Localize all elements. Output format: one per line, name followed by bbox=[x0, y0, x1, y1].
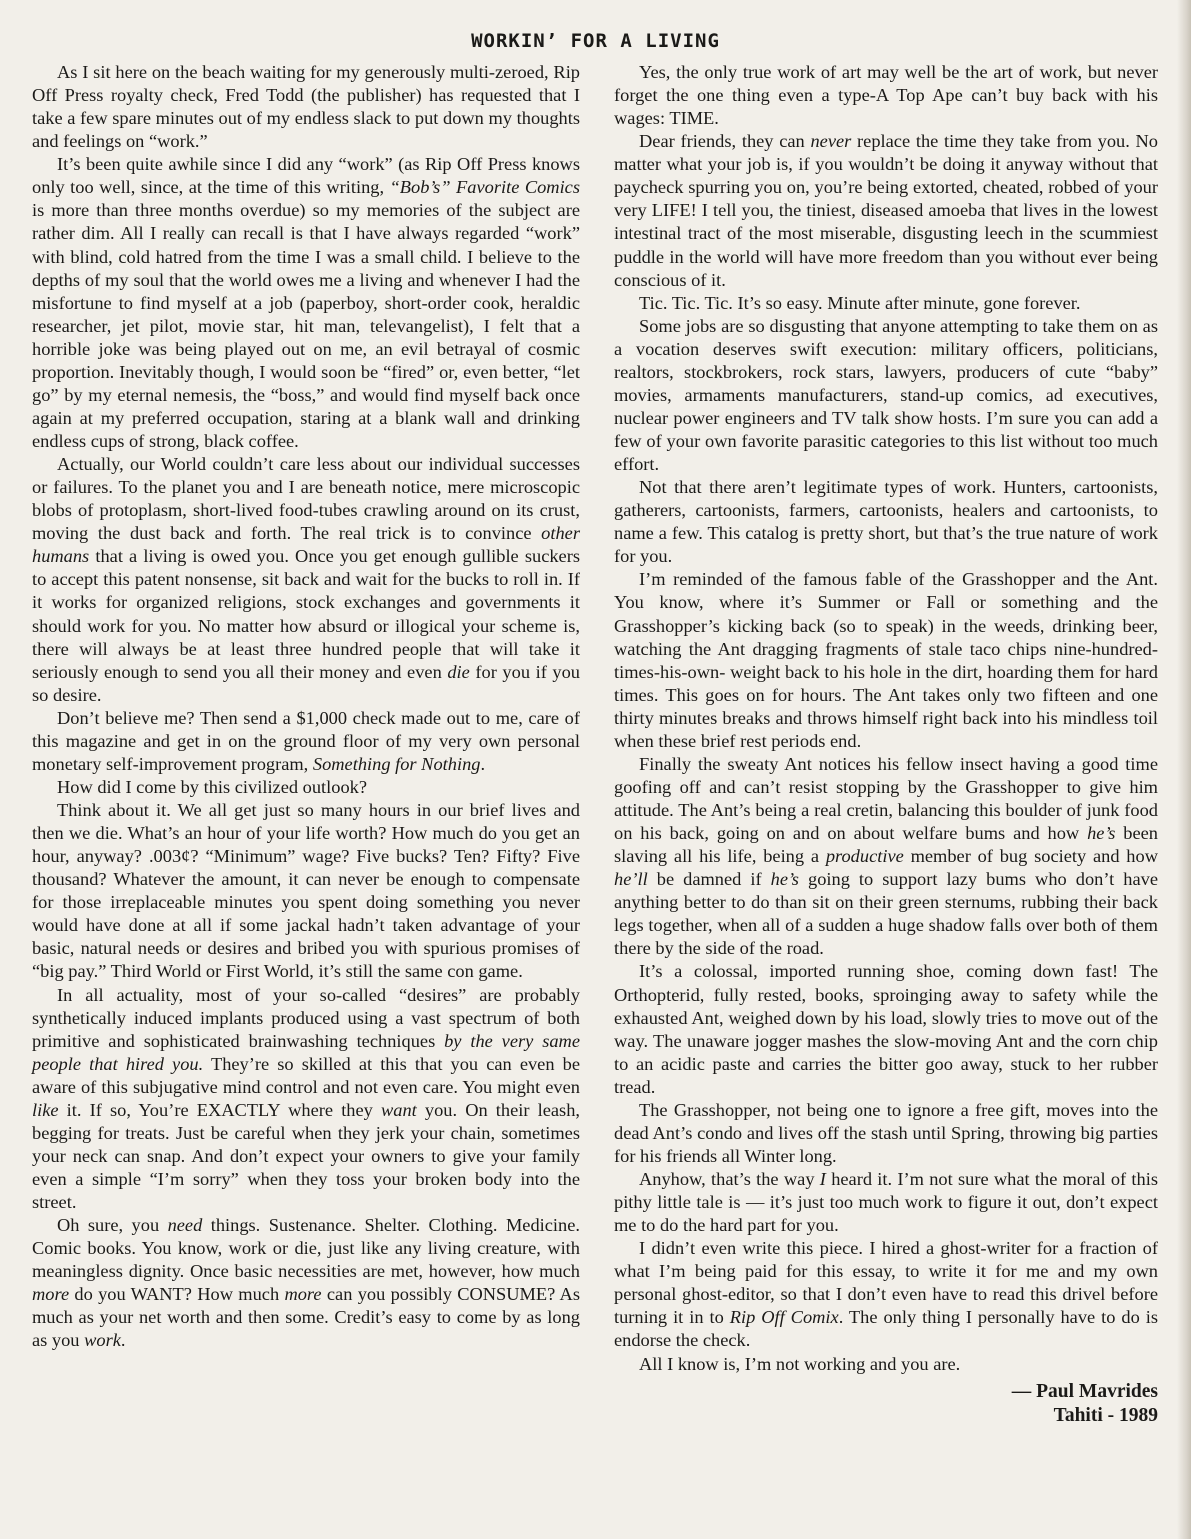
left-column bbox=[32, 61, 580, 1353]
text-run: I didn’t even write this piece. I hired a ghost-writer for a fraction of what I’m being paid for this essay, to write it for me and my own personal ghost-editor, so that I don’t even have to read this drivel before turning it in to bbox=[614, 1238, 1158, 1328]
author-signature: — Paul Mavrides bbox=[1011, 1380, 1158, 1402]
text-run: I’m reminded of the famous fable of the Grasshopper and the Ant. You know, where it’s Summer or Fall or something and the Grasshopper’s kicking back (so to speak) in the weeds, drinking beer, watching the Ant dragging fragments of stale taco chips nine-hundred-times-his-own- weight back to his hole in the dirt, hoarding them for hard times. This goes on for hours. The Ant takes only two fifteen and one thirty minutes breaks and throws himself right back into his mindless toil when these brief rest periods end. bbox=[614, 569, 1158, 751]
paragraph bbox=[614, 292, 1158, 315]
text-run: been slaving all his life, being a bbox=[614, 823, 1158, 867]
italic-run: he’s bbox=[770, 869, 799, 890]
place-date: Tahiti - 1989 bbox=[1053, 1404, 1158, 1426]
italic-run: work bbox=[84, 1330, 121, 1351]
text-run: Think about it. We all get just so many hours in our brief lives and then we die. What’s an hour of your life worth? How much do you get an hour, anyway? .003¢? “Minimum” wage? Five bucks? Ten? Fifty? Five thousand? Whatever the amount, it can never be enough to compensate for those irreplaceable minutes you spent doing something you never would have done at all if some jackal hadn’t taken advantage of your basic, natural needs or desires and bribed you with spurious promises of “big pay.” Third World or First World, it’s still the same con game. bbox=[32, 800, 580, 982]
paragraph bbox=[32, 776, 580, 799]
italic-run: I bbox=[819, 1169, 826, 1189]
text-run: it. If so, You’re EXACTLY where they bbox=[58, 1099, 381, 1120]
paragraph bbox=[32, 1214, 580, 1352]
text-run: be damned if bbox=[647, 869, 771, 890]
page-edge-shadow bbox=[1177, 0, 1191, 1539]
text-run: is more than three months overdue) so my memories of the subject are rather dim. All I really can recall is that I have always regarded “work” with blind, cold hatred from the time I was a small child. I believe to the depths of my soul that the world owes me a living and whenever I had the misfortune to find myself at a job (paperboy, short-order cook, heraldic researcher, jet pilot, movie star, hit man, televangelist), I felt that a horrible joke was being played out on me, an evil betrayal of cosmic proportion. Inevitably though, I would soon be “fired” or, even better, “let go” by my eternal nemesis, the “boss,” and would find myself back once again at my preferred occupation, staring at a blank wall and drinking endless cups of strong, black coffee. bbox=[32, 200, 580, 451]
text-run: that a living is owed you. Once you get enough gullible suckers to accept this patent nonsense, sit back and wait for the bucks to roll in. If it works for organized religions, stock exchanges and governments it should work for you. No matter how absurd or illogical your scheme is, there will always be at least three hundred people that will take it seriously enough to send you all their money and even bbox=[32, 546, 580, 682]
paragraph bbox=[32, 984, 580, 1215]
paragraph bbox=[32, 61, 580, 153]
text-run: They’re so skilled at this that you can even be aware of this subjugative mind control and not even care. You might even bbox=[32, 1053, 580, 1097]
text-run: Tic. Tic. Tic. It’s so easy. Minute after minute, gone forever. bbox=[639, 292, 1081, 313]
paragraph bbox=[614, 315, 1158, 476]
text-run: Anyhow, that’s the way bbox=[639, 1169, 820, 1189]
paragraph bbox=[32, 453, 580, 707]
text-run: As I sit here on the beach waiting for my generously multi-zeroed, Rip Off Press royalty check, Fred Todd (the publisher) has requested that I take a few spare minutes out of my endless slack to put down my thoughts and feelings on “work.” bbox=[32, 62, 580, 152]
paragraph bbox=[614, 1237, 1158, 1352]
paragraph bbox=[614, 960, 1158, 1098]
paragraph bbox=[614, 1168, 1158, 1237]
text-run: The Grasshopper, not being one to ignore a free gift, moves into the dead Ant’s condo and lives off the stash until Spring, throwing big parties for his friends all Winter long. bbox=[614, 1099, 1158, 1166]
paragraph bbox=[614, 753, 1158, 961]
text-run: Don’t believe me? Then send a $1,000 check made out to me, care of this magazine and get in on the ground floor of my very own personal monetary self-improvement program, bbox=[32, 707, 580, 774]
text-run: replace the time they take from you. No matter what your job is, if you wouldn’t be doing it anyway without that paycheck spurring you on, you’re being extorted, cheated, robbed of your very LIFE! I tell you, the tiniest, diseased amoeba that lives in the lowest intestinal tract of the most miserable, disgusting leech in the scummiest puddle in the world will have more freedom than you without ever being conscious of it. bbox=[614, 131, 1158, 290]
text-run: It’s a colossal, imported running shoe, coming down fast! The Orthopterid, fully rested, books, sproinging away to safety while the exhausted Ant, weighed down by his load, slowly tries to move out of the way. The unaware jogger mashes the slow-moving Ant and the corn chip to an acidic paste and carries the bitter goo away, stuck to her rubber tread. bbox=[614, 961, 1158, 1097]
text-run: for you if you so desire. bbox=[32, 661, 580, 705]
italic-run: need bbox=[167, 1215, 203, 1236]
text-run: It’s been quite awhile since I did any “work” (as Rip Off Press knows only too well, since, at the time of this writing, bbox=[32, 154, 580, 198]
text-run: All I know is, I’m not working and you are. bbox=[639, 1353, 961, 1374]
text-run: . bbox=[120, 1330, 126, 1351]
paragraph bbox=[614, 568, 1158, 753]
italic-run: other humans bbox=[32, 523, 580, 567]
italic-run: he’s bbox=[1087, 823, 1116, 844]
text-run: . bbox=[480, 753, 486, 774]
italic-run: want bbox=[380, 1099, 417, 1120]
italic-run: he’ll bbox=[614, 869, 648, 890]
text-run: Not that there aren’t legitimate types of work. Hunters, cartoonists, gatherers, cartoonists, farmers, cartoonists, healers and cartoonists, to name a few. This catalog is pretty short, but that’s the true nature of work for you. bbox=[614, 477, 1158, 567]
italic-run: like bbox=[32, 1099, 59, 1120]
text-run: things. Sustenance. Shelter. Clothing. Medicine. Comic books. You know, work or die, just like any living creature, with meaningless dignity. Once basic necessities are met, however, how much bbox=[32, 1215, 580, 1282]
text-run: going to support lazy bums who don’t have anything better to do than sit on their green sternums, rubbing their back legs together, when all of a sudden a huge shadow falls over both of them there by the side of the road. bbox=[614, 869, 1158, 959]
article-title: WORKIN’ FOR A LIVING bbox=[471, 30, 720, 52]
text-run: you. On their leash, begging for treats. Just be careful when they jerk your chain, sometimes your neck can snap. And don’t expect your owners to give your family even a simple “I’m sorry” when they toss your broken body into the street. bbox=[32, 1099, 581, 1213]
text-run: Some jobs are so disgusting that anyone attempting to take them on as a vocation deserves swift execution: military officers, politicians, realtors, stockbrokers, rock stars, lawyers, producers of cute “baby” movies, armaments manufacturers, stand-up comics, ad executives, nuclear power engineers and TV talk show hosts. I’m sure you can add a few of your own favorite parasitic categories to this list without too much effort. bbox=[614, 315, 1158, 475]
text-run: can you possibly CONSUME? As much as your net worth and then some. Credit’s easy to come by as long as you bbox=[32, 1284, 580, 1351]
italic-run: more bbox=[32, 1284, 70, 1305]
italic-run: Something for Nothing bbox=[312, 753, 481, 774]
text-run: . The only thing I personally have to do is endorse the check. bbox=[614, 1307, 1158, 1351]
paragraph bbox=[32, 799, 580, 984]
text-run: In all actuality, most of your so-called “desires” are probably synthetically induced implants produced using a vast spectrum of both primitive and sophisticated brainwashing techniques bbox=[32, 984, 580, 1051]
text-run: Yes, the only true work of art may well be the art of work, but never forget the one thing even a type-A Top Ape can’t buy back with his wages: TIME. bbox=[614, 62, 1158, 129]
paragraph bbox=[32, 707, 580, 776]
italic-run: more bbox=[284, 1284, 322, 1305]
text-run: Actually, our World couldn’t care less about our individual successes or failures. To the planet you and I are beneath notice, mere microscopic blobs of protoplasm, short-lived food-tubes crawling around on its crust, moving the dust back and forth. The real trick is to convince bbox=[32, 454, 580, 544]
paragraph bbox=[614, 61, 1158, 130]
right-column-paragraphs bbox=[614, 61, 1158, 1376]
text-run: Oh sure, you bbox=[57, 1215, 168, 1236]
text-run: heard it. I’m not sure what the moral of this pithy little tale is — it’s just too much work to figure it out, don’t expect me to do the hard part for you. bbox=[614, 1169, 1158, 1236]
text-run: Finally the sweaty Ant notices his fellow insect having a good time goofing off and can’t resist stopping by the Grasshopper to give him attitude. The Ant’s being a real cretin, balancing this boulder of junk food on his back, going on and on about welfare bums and how bbox=[614, 753, 1158, 844]
text-run: How did I come by this civilized outlook? bbox=[57, 776, 368, 797]
italic-run: by the very same people that hired you. bbox=[32, 1030, 581, 1074]
paragraph bbox=[614, 130, 1158, 291]
italic-run: die bbox=[447, 661, 470, 682]
italic-run: Rip Off Comix bbox=[729, 1307, 839, 1328]
paragraph bbox=[614, 1099, 1158, 1168]
text-run: do you WANT? How much bbox=[69, 1284, 285, 1305]
paragraph bbox=[614, 1353, 1158, 1376]
paragraph bbox=[32, 153, 580, 453]
signature-block bbox=[614, 1380, 1158, 1428]
italic-run: productive bbox=[825, 846, 904, 867]
right-column bbox=[614, 61, 1158, 1428]
paragraph bbox=[614, 476, 1158, 568]
text-run: member of bug society and how bbox=[903, 846, 1158, 867]
italic-run: “Bob’s” Favorite Comics bbox=[389, 177, 581, 198]
text-run: Dear friends, they can bbox=[639, 131, 811, 152]
italic-run: never bbox=[810, 131, 852, 152]
